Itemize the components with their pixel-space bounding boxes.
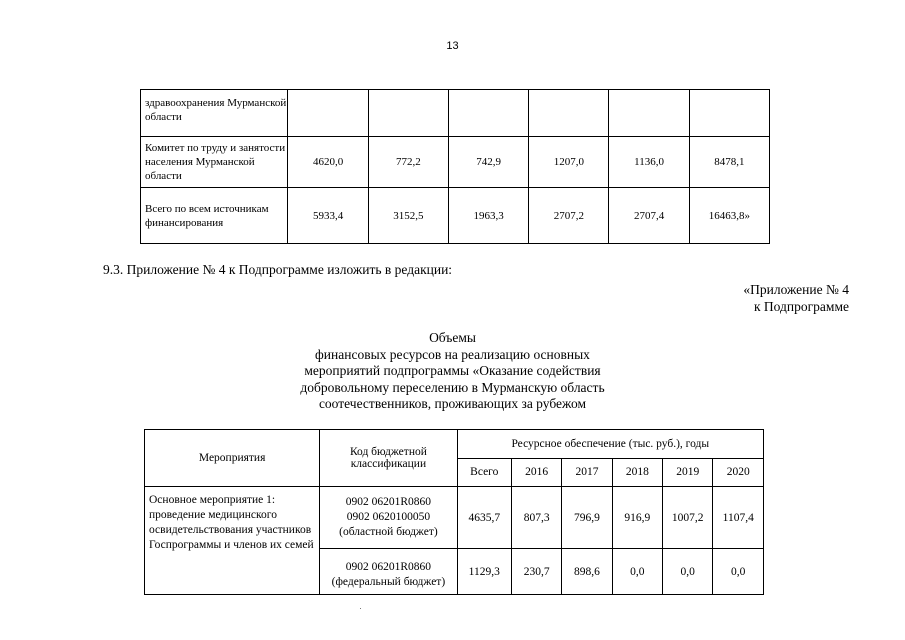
table-header-row <box>145 430 764 459</box>
cell-value: 2707,2 <box>529 188 609 244</box>
section-item-9-3: 9.3. Приложение № 4 к Подпрограмме изложить в редакции: <box>103 262 453 277</box>
cell-value: 898,6 <box>562 549 612 595</box>
row-name: Комитет по труду и занятости населения Мурманской области <box>141 137 288 188</box>
code-line: 0902 06201R0860 <box>345 561 432 573</box>
code-line: 0902 0620100050 <box>346 511 431 523</box>
cell-value: 2707,4 <box>609 188 689 244</box>
budget-code <box>320 487 457 549</box>
cell-value: 1107,4 <box>713 487 764 549</box>
cell-value <box>609 90 689 137</box>
header-year: 2016 <box>511 458 561 487</box>
cell-value: 807,3 <box>511 487 561 549</box>
heading-line: финансовых ресурсов на реализацию основных <box>315 346 590 362</box>
code-line: 0902 06201R0860 <box>345 496 432 508</box>
page-number: 13 <box>446 40 459 52</box>
cell-value: 4635,7 <box>457 487 511 549</box>
cell-value: 0,0 <box>713 549 764 595</box>
header-resources: Ресурсное обеспечение (тыс. руб.), годы <box>457 430 763 459</box>
heading-line: соотечественников, проживающих за рубежом <box>318 396 587 411</box>
heading-line: добровольному переселению в Мурманскую область <box>300 379 605 395</box>
cell-value: 796,9 <box>562 487 612 549</box>
cell-value: 0,0 <box>662 549 713 595</box>
appendix-line-1: «Приложение № 4 <box>743 282 849 297</box>
cell-value: 1136,0 <box>609 137 689 188</box>
document-heading <box>0 330 905 413</box>
header-year: 2017 <box>562 458 612 487</box>
cell-value: 3152,5 <box>368 188 448 244</box>
cell-value <box>448 90 528 137</box>
cell-value: 916,9 <box>612 487 662 549</box>
cell-value <box>529 90 609 137</box>
header-year: Всего <box>457 458 511 487</box>
heading-line: Объемы <box>429 330 476 345</box>
cell-value <box>288 90 368 137</box>
row-name: Всего по всем источникам финансирования <box>141 188 288 244</box>
cell-value: 1207,0 <box>529 137 609 188</box>
cell-value: 1129,3 <box>457 549 511 595</box>
code-line: (областной бюджет) <box>339 526 438 538</box>
appendix-line-2: к Подпрограмме <box>754 299 849 314</box>
header-event: Мероприятия <box>145 430 320 487</box>
cell-value: 1007,2 <box>662 487 713 549</box>
cell-value: 742,9 <box>448 137 528 188</box>
table-row <box>141 90 770 137</box>
cell-value: 0,0 <box>612 549 662 595</box>
header-year: 2019 <box>662 458 713 487</box>
code-line: (федеральный бюджет) <box>331 576 446 588</box>
appendix-label <box>743 281 849 315</box>
cell-value: 4620,0 <box>288 137 368 188</box>
cell-value <box>368 90 448 137</box>
resources-table <box>144 429 764 595</box>
header-code: Код бюджетной классификации <box>320 430 457 487</box>
cell-value: 1963,3 <box>448 188 528 244</box>
cell-value: 16463,8» <box>689 188 769 244</box>
header-year: 2020 <box>713 458 764 487</box>
funding-table-continued <box>140 89 770 244</box>
table-row <box>145 487 764 549</box>
heading-line: мероприятий подпрограммы «Оказание содействия <box>304 363 601 378</box>
row-name: здравоохранения Мурманской области <box>141 90 288 137</box>
cell-value <box>689 90 769 137</box>
scan-speck <box>360 608 361 609</box>
cell-value: 5933,4 <box>288 188 368 244</box>
header-year: 2018 <box>612 458 662 487</box>
cell-value: 8478,1 <box>689 137 769 188</box>
cell-value: 772,2 <box>368 137 448 188</box>
event-name: Основное мероприятие 1: проведение медицинского освидетельствования участников Госпрограммы и членов их семей <box>145 487 320 595</box>
table-row <box>141 137 770 188</box>
table-row <box>141 188 770 244</box>
budget-code <box>320 549 457 595</box>
cell-value: 230,7 <box>511 549 561 595</box>
